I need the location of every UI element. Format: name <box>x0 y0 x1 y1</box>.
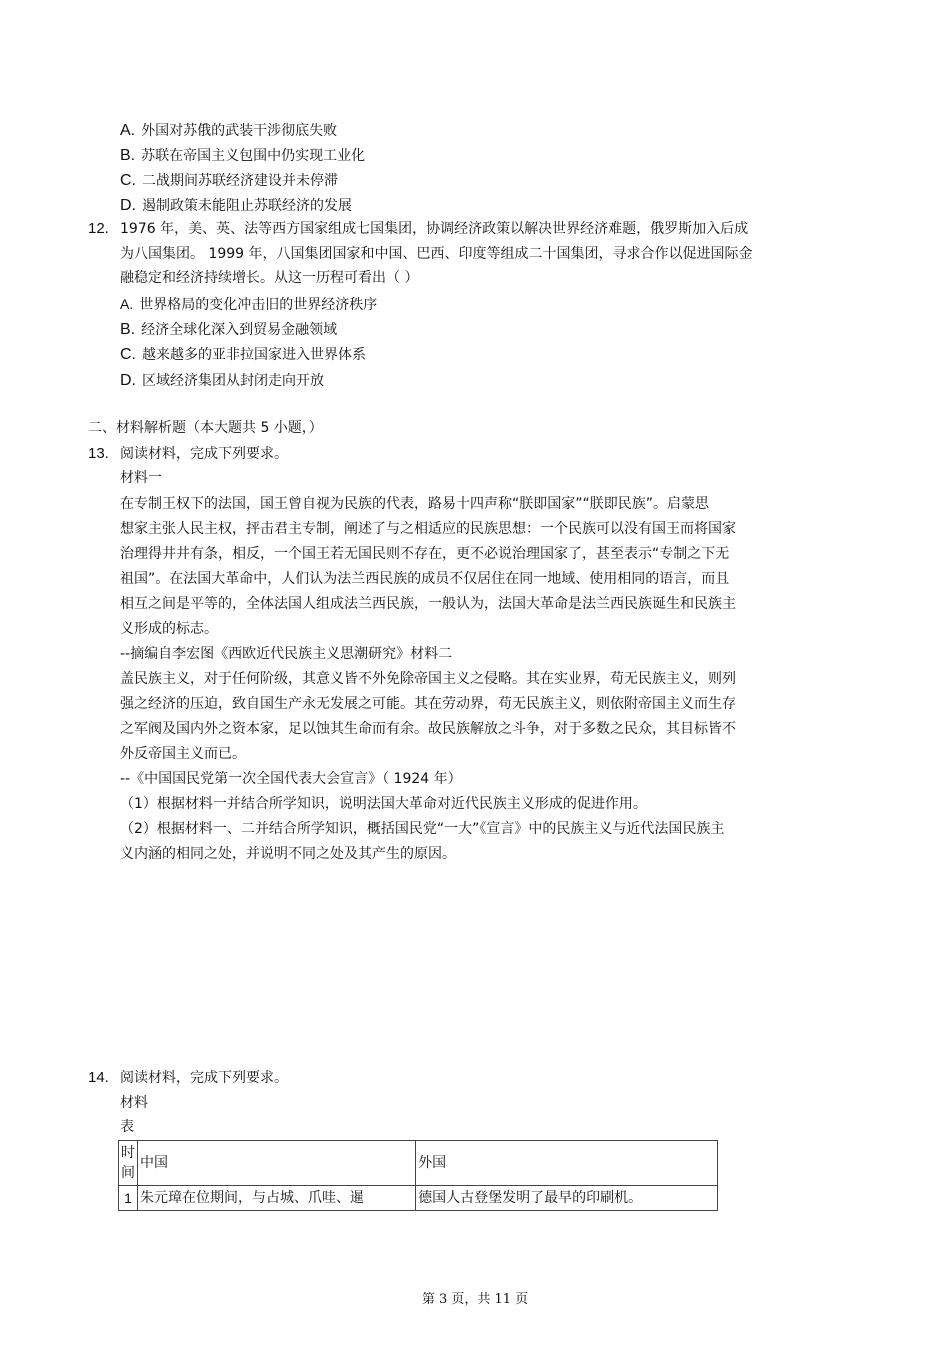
material-1-label: 材料一 <box>120 470 162 486</box>
q13-subquestion-2: （2）根据材料一、二并结合所学知识，概括国民党“一大”《宣言》中的民族主义与近代法国民族主 <box>120 821 725 837</box>
material-2-line: 强之经济的压迫，致自国生产永无发展之可能。其在劳动界，苟无民族主义，则依附帝国主义而生存 <box>120 696 736 712</box>
option-letter: A. <box>120 296 134 312</box>
q12-option-c <box>120 345 366 365</box>
material-2-line: 外反帝国主义而已。 <box>120 746 246 762</box>
material-1-line: 义形成的标志。 <box>120 621 218 637</box>
table-label: 表 <box>120 1119 134 1135</box>
q12-stem-line-2: 为八国集团。 1999 年，八国集团国家和中国、巴西、印度等组成二十国集团，寻求合作以促进国际金 <box>120 246 753 262</box>
material-2-source: --《中国国民党第一次全国代表大会宣言》（ 1924 年） <box>120 771 462 787</box>
q11-option-c <box>120 171 338 191</box>
table-header-china: 中国 <box>138 1141 416 1186</box>
q13-intro: 阅读材料，完成下列要求。 <box>120 446 288 462</box>
option-text: 二战期间苏联经济建设并未停滞 <box>142 173 338 189</box>
option-letter: D. <box>120 372 136 389</box>
table-header-row <box>119 1141 718 1186</box>
q12-stem-line-3: 融稳定和经济持续增长。从这一历程可看出（ ） <box>120 270 419 286</box>
material-2-line: 盖民族主义，对于任何阶级，其意义皆不外免除帝国主义之侵略。其在实业界，苟无民族主义，则列 <box>120 671 736 687</box>
option-letter: A. <box>120 122 136 139</box>
material-1-line: 祖国”。在法国大革命中，人们认为法兰西民族的成员不仅居住在同一地域、使用相同的语言，而且 <box>120 571 730 587</box>
q11-option-d <box>120 196 352 216</box>
q11-option-a <box>120 121 337 141</box>
option-text: 越来越多的亚非拉国家进入世界体系 <box>142 347 366 363</box>
table-header-time: 时间 <box>119 1141 138 1186</box>
option-text: 外国对苏俄的武装干涉彻底失败 <box>141 123 338 139</box>
material-label: 材料 <box>120 1095 148 1111</box>
option-text: 区域经济集团从封闭走向开放 <box>142 373 324 389</box>
material-1-line: 治理得井井有条，相反，一个国王若无国民则不存在，更不必说治理国家了，甚至表示“专制之下无 <box>120 546 730 562</box>
material-1-line: 相互之间是平等的，全体法国人组成法兰西民族，一般认为，法国大革命是法兰西民族诞生和民族主 <box>120 596 736 612</box>
table-cell-time: 1 <box>119 1186 138 1211</box>
table-row <box>119 1186 718 1211</box>
option-letter: C. <box>120 172 136 189</box>
q14-number: 14. <box>88 1069 109 1086</box>
q11-option-b <box>120 146 365 166</box>
table-cell-foreign: 德国人古登堡发明了最早的印刷机。 <box>416 1186 718 1211</box>
q14-intro: 阅读材料，完成下列要求。 <box>120 1070 288 1086</box>
q12-option-d <box>120 371 324 391</box>
table-cell-china: 朱元璋在位期间，与占城、爪哇、暹 <box>138 1186 416 1211</box>
q12-number: 12. <box>88 220 109 237</box>
section-title: 二、材料解析题（本大题共 5 小题，） <box>88 420 323 436</box>
option-text: 经济全球化深入到贸易金融领域 <box>141 322 338 338</box>
option-letter: B. <box>120 147 136 164</box>
material-2-line: 之军阀及国内外之资本家，足以蚀其生命而有余。故民族解放之斗争，对于多数之民众，其目标皆不 <box>120 721 736 737</box>
material-1-source: --摘编自李宏图《西欧近代民族主义思潮研究》材料二 <box>120 646 453 662</box>
q12-stem-line-1: 1976 年，美、英、法等西方国家组成七国集团，协调经济政策以解决世界经济难题，俄罗斯加入后成 <box>120 221 749 237</box>
material-table <box>118 1140 718 1211</box>
table-header-foreign: 外国 <box>416 1141 718 1186</box>
option-letter: C. <box>120 346 136 363</box>
q13-number: 13. <box>88 445 109 462</box>
q13-subquestion-1: （1）根据材料一并结合所学知识，说明法国大革命对近代民族主义形成的促进作用。 <box>120 796 647 812</box>
q12-option-a <box>120 294 377 315</box>
option-letter: B. <box>120 321 136 338</box>
material-1-line: 想家主张人民主权，抨击君主专制，阐述了与之相适应的民族思想：一个民族可以没有国王而将国家 <box>120 521 736 537</box>
option-text: 遏制政策未能阻止苏联经济的发展 <box>142 198 352 214</box>
q12-option-b <box>120 320 337 340</box>
option-text: 苏联在帝国主义包围中仍实现工业化 <box>141 148 366 164</box>
option-letter: D. <box>120 197 136 214</box>
page-footer: 第 3 页，共 11 页 <box>421 1292 529 1307</box>
option-text: 世界格局的变化冲击旧的世界经济秩序 <box>139 297 378 313</box>
material-1-line: 在专制王权下的法国，国王曾自视为民族的代表，路易十四声称“朕即国家”“朕即民族”。启蒙思 <box>120 496 710 512</box>
q13-subquestion-2-cont: 义内涵的相同之处，并说明不同之处及其产生的原因。 <box>120 846 456 862</box>
